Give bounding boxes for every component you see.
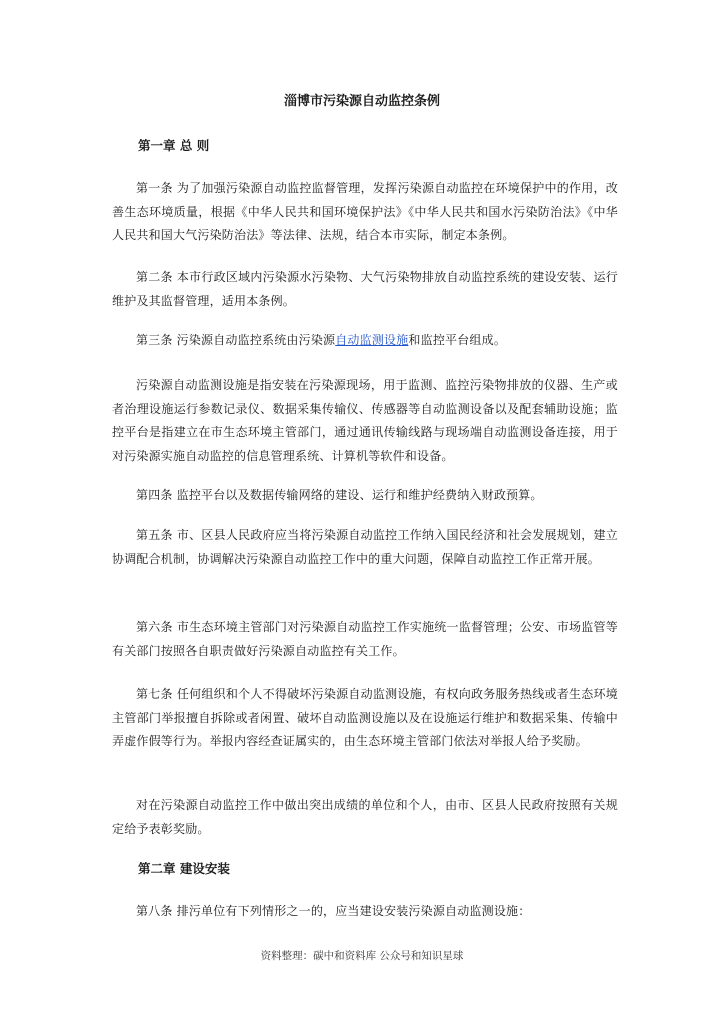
article-5: 第五条 市、区县人民政府应当将污染源自动监控工作纳入国民经济和社会发展规划，建立协调配合机制，协调解决污染源自动监控工作中的重大问题，保障自动监控工作正常开展。 <box>112 528 618 566</box>
article-3-paragraph-2: 污染源自动监测设施是指安装在污染源现场，用于监测、监控污染物排放的仪器、生产或者治理设施运行参数记录仪、数据采集传输仪、传感器等自动监测设备以及配套辅助设施；监控平台是指建立在市生态环境主管部门，通过通讯传输线路与现场端自动监测设备连接，用于对污染源实施自动监控的信息管理系统、计算机等软件和设备。 <box>112 378 618 463</box>
page-footer: 资料整理：碳中和资料库 公众号和知识星球 <box>260 950 464 962</box>
article-3 <box>112 329 618 353</box>
article-4: 第四条 监控平台以及数据传输网络的建设、运行和维护经费纳入财政预算。 <box>136 488 543 502</box>
article-3-text-end: 和监控平台组成。 <box>408 333 507 347</box>
article-6: 第六条 市生态环境主管部门对污染源自动监控工作实施统一监督管理；公安、市场监管等有关部门按照各自职责做好污染源自动监控有关工作。 <box>112 620 618 658</box>
chapter-2-heading: 第二章 建设安装 <box>138 861 230 876</box>
article-2: 第二条 本市行政区域内污染源水污染物、大气污染物排放自动监控系统的建设安装、运行维护及其监督管理，适用本条例。 <box>112 270 618 308</box>
document-title: 淄博市污染源自动监控条例 <box>283 94 440 109</box>
article-3-text-start: 第三条 污染源自动监控系统由污染源 <box>136 333 336 347</box>
article-7: 第七条 任何组织和个人不得破坏污染源自动监测设施，有权向政务服务热线或者生态环境主管部门举报擅自拆除或者闲置、破坏自动监测设施以及在设施运行维护和数据采集、传输中弄虚作假等行为。举报内容经查证属实的，由生态环境主管部门依法对举报人给予奖励。 <box>112 687 618 748</box>
article-7-paragraph-2: 对在污染源自动监控工作中做出突出成绩的单位和个人，由市、区县人民政府按照有关规定给予表彰奖励。 <box>112 798 618 836</box>
auto-monitoring-facility-link[interactable]: 自动监测设施 <box>335 333 409 347</box>
article-1: 第一条 为了加强污染源自动监控监督管理，发挥污染源自动监控在环境保护中的作用，改善生态环境质量，根据《中华人民共和国环境保护法》《中华人民共和国水污染防治法》《中华人民共和国大气污染防治法》等法律、法规，结合本市实际，制定本条例。 <box>112 181 618 242</box>
chapter-1-heading: 第一章 总 则 <box>138 138 210 153</box>
article-8: 第八条 排污单位有下列情形之一的，应当建设安装污染源自动监测设施： <box>136 904 531 918</box>
